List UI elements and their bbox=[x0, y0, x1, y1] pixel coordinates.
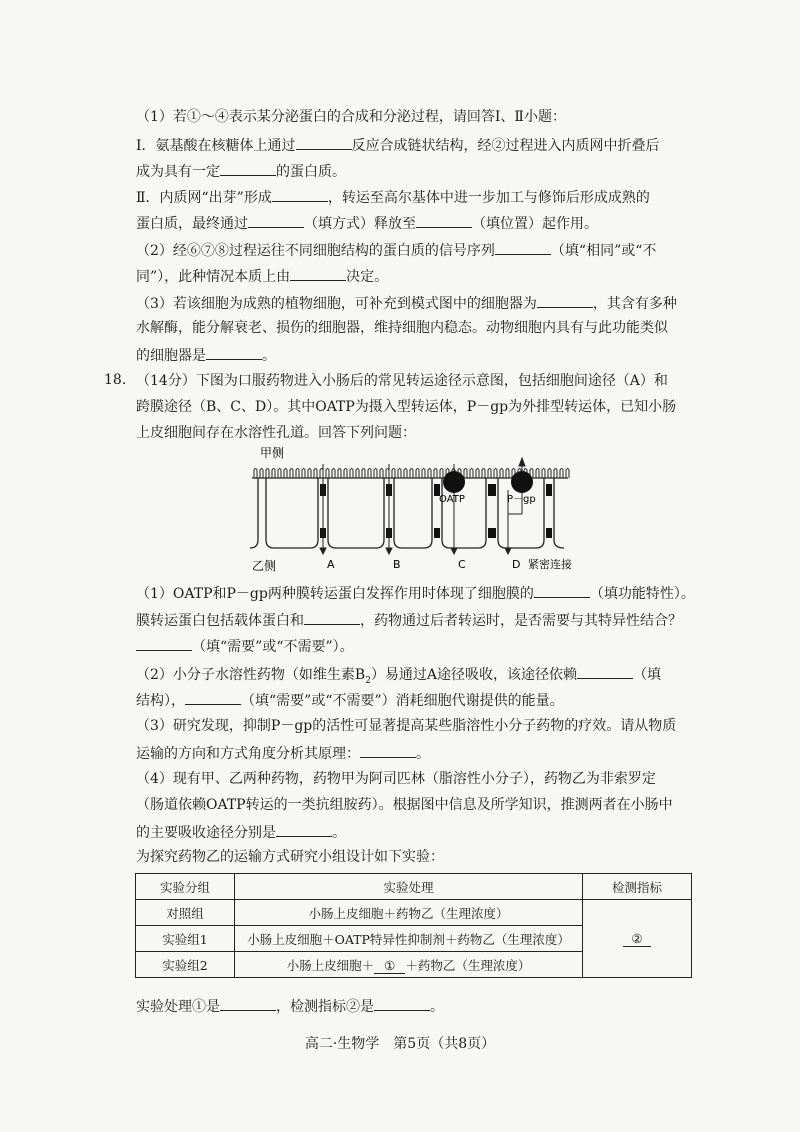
microvillus bbox=[398, 469, 401, 479]
table-header: 实验分组 bbox=[136, 874, 235, 900]
microvillus bbox=[350, 469, 353, 479]
q17-i-line2: 成为具有一定 的蛋白质。 bbox=[136, 161, 346, 181]
answer-blank[interactable] bbox=[374, 996, 430, 1011]
microvillus bbox=[314, 469, 317, 479]
table-header: 实验处理 bbox=[235, 874, 583, 900]
microvillus bbox=[404, 469, 407, 479]
answer-blank[interactable] bbox=[416, 213, 472, 228]
microvillus bbox=[326, 469, 329, 479]
microvillus bbox=[344, 469, 347, 479]
microvillus bbox=[278, 469, 281, 479]
microvillus bbox=[542, 469, 545, 479]
microvillus bbox=[500, 469, 503, 479]
microvillus bbox=[470, 469, 473, 479]
answer-blank[interactable] bbox=[534, 583, 590, 598]
pgp-transporter bbox=[511, 471, 533, 493]
q17-part2-line2: 同”），此种情况本质上由 决定。 bbox=[136, 266, 388, 286]
q18-part3-line1: （3）研究发现，抑制P－gp的活性可显著提高某些脂溶性小分子药物的疗效。请从物质 bbox=[136, 718, 677, 734]
tight-junction-label: 紧密连接 bbox=[528, 558, 572, 571]
microvillus bbox=[332, 469, 335, 479]
microvillus bbox=[356, 469, 359, 479]
microvillus bbox=[368, 469, 371, 479]
table-cell: 实验组2 bbox=[136, 952, 235, 978]
microvillus bbox=[284, 469, 287, 479]
q18-part4-line2: （肠道依赖OATP转运的一类抗组胺药）。根据图中信息及所学知识，推测两者在小肠中 bbox=[136, 797, 673, 813]
answer-blank[interactable] bbox=[272, 187, 328, 202]
indicator-cell bbox=[583, 900, 692, 978]
microvillus bbox=[554, 469, 557, 479]
answer-blank[interactable] bbox=[276, 822, 332, 837]
answer-blank[interactable] bbox=[206, 345, 262, 360]
table-cell: 小肠上皮细胞＋OATP特异性抑制剂＋药物乙（生理浓度） bbox=[235, 926, 583, 952]
question-number: 18. bbox=[104, 372, 127, 388]
microvillus bbox=[488, 469, 491, 479]
q17-part3-line2: 水解酶，能分解衰老、损伤的细胞器，维持细胞内稳态。动物细胞内具有与此功能类似 bbox=[136, 320, 668, 336]
transport-pathway-figure bbox=[246, 444, 576, 574]
answer-blank[interactable] bbox=[360, 743, 416, 758]
table-row bbox=[136, 900, 692, 926]
microvillus bbox=[338, 469, 341, 479]
q18-intro-line3: 上皮细胞间存在水溶性孔道。回答下列问题： bbox=[136, 425, 416, 441]
answer-blank[interactable] bbox=[220, 996, 276, 1011]
route-d-label: D bbox=[512, 558, 521, 571]
treatment-blank[interactable]: ① bbox=[374, 958, 405, 974]
microvillus bbox=[272, 469, 275, 479]
microvillus bbox=[548, 469, 551, 479]
table-cell: 小肠上皮细胞＋ ① ＋药物乙（生理浓度） bbox=[235, 952, 583, 978]
q18-part1-line3: （填“需要”或“不需要”）。 bbox=[136, 636, 354, 656]
q17-part3-line1: （3）若该细胞为成熟的植物细胞，可补充到模式图中的细胞器为 ，其含有多种 bbox=[136, 293, 677, 313]
microvillus bbox=[410, 469, 413, 479]
route-b-label: B bbox=[393, 558, 401, 571]
answer-blank[interactable] bbox=[290, 266, 346, 281]
microvillus bbox=[560, 469, 563, 479]
q17-ii-line1: Ⅱ．内质网“出芽”形成 ，转运至高尔基体中进一步加工与修饰后形成成熟的 bbox=[136, 187, 650, 207]
answer-blank[interactable] bbox=[248, 213, 304, 228]
microvillus bbox=[566, 469, 569, 479]
microvillus bbox=[260, 469, 263, 479]
q18-part3-line2: 运输的方向和方式角度分析其原理： 。 bbox=[136, 743, 430, 763]
tight-junction-marks bbox=[320, 484, 552, 538]
oatp-label: OATP bbox=[439, 494, 465, 505]
answer-blank[interactable] bbox=[136, 636, 192, 651]
experiment-table bbox=[135, 873, 692, 978]
oatp-transporter bbox=[443, 471, 465, 493]
microvillus bbox=[296, 469, 299, 479]
q18-part2-line2: 结构）， （填“需要”或“不需要”）消耗细胞代谢提供的能量。 bbox=[136, 690, 564, 710]
answer-blank[interactable] bbox=[220, 161, 276, 176]
microvillus bbox=[428, 469, 431, 479]
q18-intro-line1: （14分）下图为口服药物进入小肠后的常见转运途径示意图，包括细胞间途径（A）和 bbox=[136, 373, 668, 389]
bottom-side-label: 乙侧 bbox=[252, 559, 277, 573]
answer-blank[interactable] bbox=[577, 664, 633, 679]
microvillus bbox=[380, 469, 383, 479]
microvillus bbox=[302, 469, 305, 479]
microvillus bbox=[416, 469, 419, 479]
route-c-label: C bbox=[458, 558, 466, 571]
microvillus bbox=[374, 469, 377, 479]
q18-part1-line2: 膜转运蛋白包括载体蛋白和 ，药物通过后者转运时，是否需要与其特异性结合？ bbox=[136, 610, 682, 630]
q17-part2-line1: （2）经⑥⑦⑧过程运往不同细胞结构的蛋白质的信号序列 （填“相同”或“不 bbox=[136, 240, 656, 260]
table-header-row bbox=[136, 874, 692, 900]
answer-blank[interactable] bbox=[185, 690, 241, 705]
microvillus bbox=[536, 469, 539, 479]
microvillus bbox=[422, 469, 425, 479]
answer-blank[interactable] bbox=[296, 135, 352, 150]
microvillus bbox=[482, 469, 485, 479]
table-cell: 实验组1 bbox=[136, 926, 235, 952]
microvillus bbox=[254, 469, 257, 479]
table-header: 检测指标 bbox=[583, 874, 692, 900]
q18-experiment-intro: 为探究药物乙的运输方式研究小组设计如下实验： bbox=[136, 849, 444, 865]
page-footer: 高二·生物学 第5页（共8页） bbox=[304, 1036, 496, 1052]
q17-i-line1: Ⅰ．氨基酸在核糖体上通过 反应合成链状结构，经②过程进入内质网中折叠后 bbox=[136, 135, 660, 155]
microvillus bbox=[440, 469, 443, 479]
microvillus bbox=[290, 469, 293, 479]
top-side-label: 甲侧 bbox=[260, 446, 285, 460]
microvillus bbox=[434, 469, 437, 479]
q18-part4-line1: （4）现有甲、乙两种药物，药物甲为阿司匹林（脂溶性小分子），药物乙为非索罗定 bbox=[136, 771, 656, 787]
microvillus bbox=[362, 469, 365, 479]
microvillus bbox=[464, 469, 467, 479]
microvillus bbox=[476, 469, 479, 479]
q18-part4-line3: 的主要吸收途径分别是 。 bbox=[136, 822, 346, 842]
answer-blank[interactable] bbox=[537, 293, 593, 308]
microvillus bbox=[266, 469, 269, 479]
table-cell: 对照组 bbox=[136, 900, 235, 926]
table-cell: 小肠上皮细胞＋药物乙（生理浓度） bbox=[235, 900, 583, 926]
pgp-label: P－gp bbox=[507, 494, 536, 505]
microvillus bbox=[392, 469, 395, 479]
route-a-label: A bbox=[327, 558, 335, 571]
q18-part1-line1: （1）OATP和P－gp两种膜转运蛋白发挥作用时体现了细胞膜的 （填功能特性）。 bbox=[136, 583, 695, 603]
microvillus bbox=[494, 469, 497, 479]
indicator-blank[interactable]: ② bbox=[623, 931, 650, 947]
q17-ii-line2: 蛋白质，最终通过 （填方式）释放至 （填位置）起作用。 bbox=[136, 213, 598, 233]
q17-part1-prompt: （1）若①～④表示某分泌蛋白的合成和分泌过程，请回答Ⅰ、Ⅱ小题： bbox=[136, 109, 566, 125]
q18-final-line: 实验处理①是 ，检测指标②是 。 bbox=[136, 996, 444, 1016]
microvillus bbox=[506, 469, 509, 479]
answer-blank[interactable] bbox=[304, 610, 360, 625]
q18-intro-line2: 跨膜途径（B、C、D）。其中OATP为摄入型转运体，P－gp为外排型转运体，已知小肠 bbox=[136, 399, 677, 415]
answer-blank[interactable] bbox=[495, 240, 551, 255]
q18-part2-line1: （2）小分子水溶性药物（如维生素$B_2$）易通过A途径吸收，该途径依赖 （填 bbox=[136, 664, 661, 690]
q17-part3-line3: 的细胞器是 。 bbox=[136, 345, 276, 365]
microvillus bbox=[308, 469, 311, 479]
